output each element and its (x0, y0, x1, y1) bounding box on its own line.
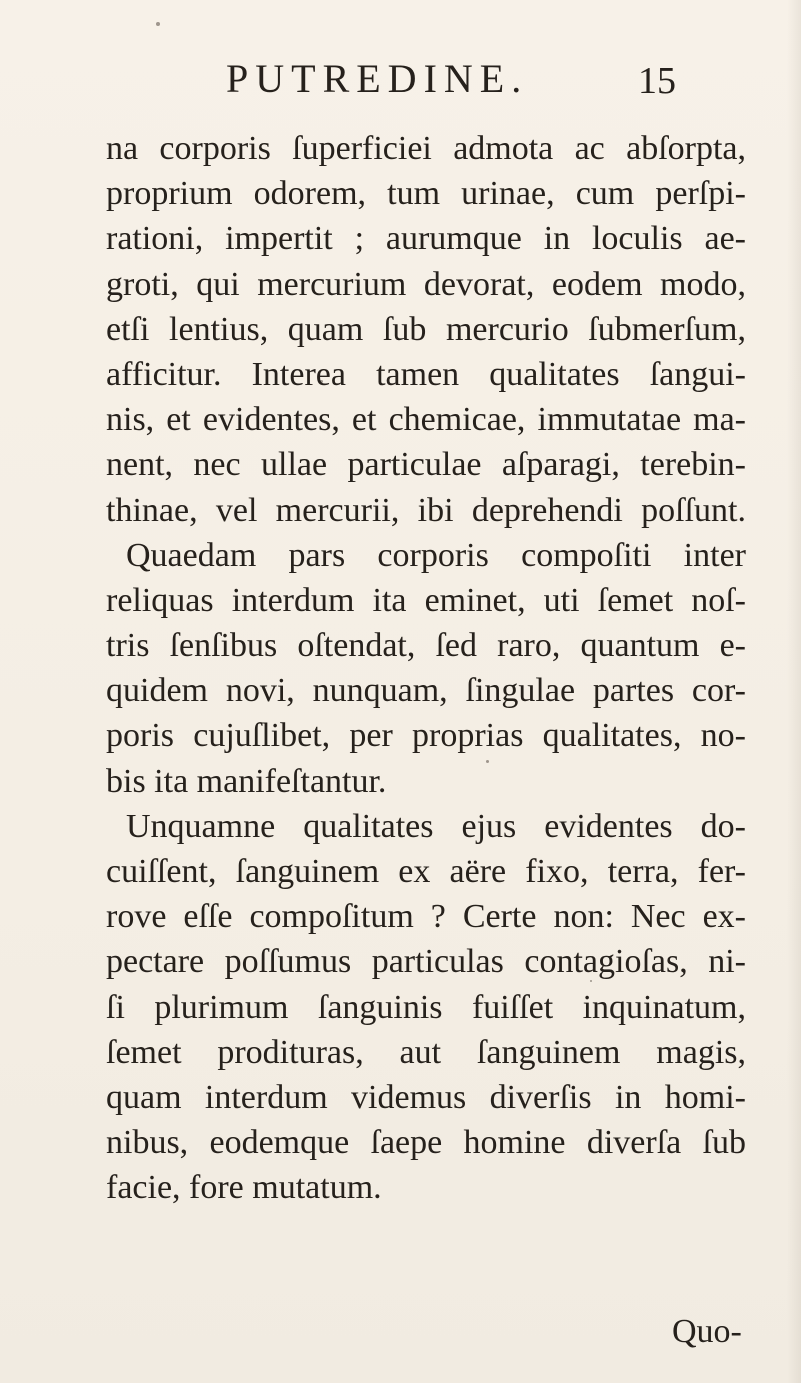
paper-speck (156, 22, 160, 26)
body-text (106, 126, 746, 1211)
text-line: Quaedam pars corporis compoſiti inter (126, 536, 746, 574)
text-line: afficitur. Interea tamen qualitates ſangui- (106, 355, 746, 393)
text-line: nis, et evidentes, et chemicae, immutatae ma- (106, 401, 746, 439)
text-line: etſi lentius, quam ſub mercurio ſubmerſum, (106, 310, 746, 348)
page-number: 15 (638, 60, 676, 102)
text-line: nent, nec ullae particulae aſparagi, terebin- (106, 446, 746, 484)
catchword: Quo- (672, 1313, 742, 1350)
text-line: rationi, impertit ; aurumque in loculis ae- (106, 220, 746, 258)
text-line: facie, fore mutatum. (106, 1169, 382, 1207)
text-line: thinae, vel mercurii, ibi deprehendi poſſunt. (106, 491, 746, 529)
text-line: ſi plurimum ſanguinis fuiſſet inquinatum, (106, 988, 746, 1026)
text-line: pectare poſſumus particulas contagioſas, ni- (106, 943, 746, 981)
text-line: quam interdum videmus diverſis in homi- (106, 1078, 746, 1116)
text-line: bis ita manifeſtantur. (106, 762, 387, 800)
text-line: Unquamne qualitates ejus evidentes do- (126, 807, 746, 845)
page-header (226, 56, 706, 112)
text-line: quidem novi, nunquam, ſingulae partes cor- (106, 672, 746, 710)
text-line: rove eſſe compoſitum ? Certe non: Nec ex- (106, 898, 746, 936)
text-line: nibus, eodemque ſaepe homine diverſa ſub (106, 1124, 746, 1162)
text-line: reliquas interdum ita eminet, uti ſemet noſ- (106, 581, 746, 619)
text-line: tris ſenſibus oſtendat, ſed raro, quantum e- (106, 627, 746, 665)
text-line: groti, qui mercurium devorat, eodem modo, (106, 265, 746, 303)
text-line: cuiſſent, ſanguinem ex aëre fixo, terra, fer- (106, 853, 746, 890)
text-line: poris cujuſlibet, per proprias qualitates, no- (106, 717, 746, 755)
running-title: PUTREDINE. (226, 56, 529, 101)
text-line: na corporis ſuperficiei admota ac abſorpta, (106, 130, 746, 167)
text-line: proprium odorem, tum urinae, cum perſpi- (106, 175, 746, 213)
text-line: ſemet prodituras, aut ſanguinem magis, (106, 1033, 746, 1071)
page-edge-shadow (787, 0, 801, 1383)
